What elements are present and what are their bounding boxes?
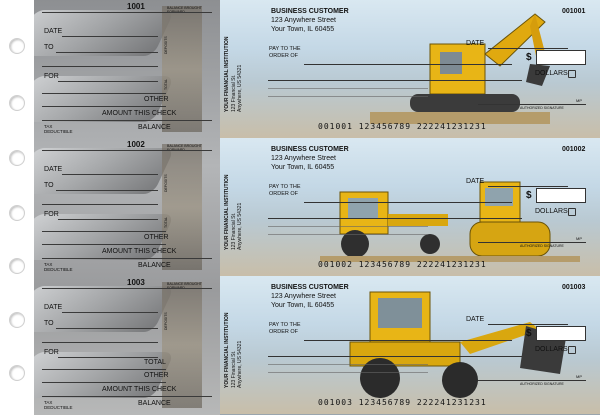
mp-label: MP xyxy=(576,374,582,379)
stub-for-label: FOR xyxy=(44,211,59,218)
amount-words-field[interactable] xyxy=(268,218,522,219)
rule xyxy=(42,66,158,67)
customer-street: 123 Anywhere Street xyxy=(271,155,336,162)
check-date-label: DATE xyxy=(466,178,485,185)
bank-name: YOUR FINANCIAL INSTITUTION xyxy=(224,174,230,250)
stub-tax-label: TAX DEDUCTIBLE xyxy=(44,400,73,410)
rule xyxy=(42,342,158,343)
stub-to-label: TO xyxy=(44,182,54,189)
payee-field[interactable] xyxy=(304,64,512,65)
stub-deposits-label: DEPOSITS xyxy=(164,312,168,330)
binder-hole xyxy=(9,205,25,221)
stub-total-label-2: TOTAL xyxy=(144,359,166,366)
stub-deposits-label: DEPOSITS xyxy=(164,174,168,192)
rule xyxy=(42,12,212,13)
mp-label: MP xyxy=(576,98,582,103)
amount-box[interactable] xyxy=(536,50,586,65)
stub-tax-label: TAX DEDUCTIBLE xyxy=(44,124,73,134)
binder-hole xyxy=(9,38,25,54)
rule xyxy=(42,288,212,289)
check-stub xyxy=(34,276,220,414)
rule xyxy=(42,396,212,397)
rule xyxy=(42,382,166,383)
balance-forward-label: BALANCE BROUGHT FORWARD xyxy=(167,6,202,14)
rule xyxy=(42,120,212,121)
stub-date-label: DATE xyxy=(44,166,63,173)
lock-icon xyxy=(568,70,576,78)
stub-balance-label: BALANCE xyxy=(138,262,171,269)
rule xyxy=(42,258,212,259)
for-line[interactable] xyxy=(58,81,158,82)
micr-line: 001001 123456789 222241231231 xyxy=(318,122,487,131)
stub-column xyxy=(34,0,220,415)
memo-grid-line xyxy=(268,364,428,365)
date-field[interactable] xyxy=(488,324,568,325)
dollars-label: DOLLARS xyxy=(535,70,568,77)
rule xyxy=(42,204,158,205)
binder-hole xyxy=(9,365,25,381)
stub-number: 1002 xyxy=(127,140,145,149)
bank-name: YOUR FINANCIAL INSTITUTION xyxy=(224,36,230,112)
check xyxy=(220,276,600,415)
stub-to-label: TO xyxy=(44,44,54,51)
check xyxy=(220,0,600,139)
stub-deposits-label: DEPOSITS xyxy=(164,36,168,54)
customer-name: BUSINESS CUSTOMER xyxy=(271,146,349,153)
check-stub xyxy=(34,0,220,138)
for-line[interactable] xyxy=(58,219,158,220)
signature-field[interactable] xyxy=(478,104,586,105)
stub-tax-label: TAX DEDUCTIBLE xyxy=(44,262,73,272)
stub-amount-label: AMOUNT THIS CHECK xyxy=(102,386,177,393)
amount-words-field[interactable] xyxy=(268,80,522,81)
date-field[interactable] xyxy=(488,48,568,49)
micr-line: 001002 123456789 222241231231 xyxy=(318,260,487,269)
lock-icon xyxy=(568,346,576,354)
rule xyxy=(42,231,166,232)
bank-city: Anywhere, US 54321 xyxy=(237,64,243,112)
bank-city: Anywhere, US 54321 xyxy=(237,202,243,250)
check-number: 001003 xyxy=(562,284,586,291)
customer-city: Your Town, IL 60455 xyxy=(271,302,335,309)
stub-number: 1003 xyxy=(127,278,145,287)
stub-to-label: TO xyxy=(44,320,54,327)
check xyxy=(220,138,600,277)
rule xyxy=(42,244,166,245)
stub-amount-label: AMOUNT THIS CHECK xyxy=(102,110,177,117)
memo-grid-line xyxy=(268,234,428,235)
mp-label: MP xyxy=(576,236,582,241)
memo-grid-line xyxy=(268,88,428,89)
stub-total-label: TOTAL xyxy=(164,79,168,90)
bank-block xyxy=(224,170,244,250)
customer-name: BUSINESS CUSTOMER xyxy=(271,284,349,291)
dollar-sign: $ xyxy=(526,190,532,201)
amount-words-field[interactable] xyxy=(268,356,522,357)
binder-hole xyxy=(9,258,25,274)
date-line[interactable] xyxy=(62,174,158,175)
stub-number: 1001 xyxy=(127,2,145,11)
stub-other-label: OTHER xyxy=(144,96,169,103)
bank-block xyxy=(224,32,244,112)
payee-field[interactable] xyxy=(304,340,512,341)
balance-forward-label: BALANCE BROUGHT FORWARD xyxy=(167,282,202,290)
signature-label: AUTHORIZED SIGNATURE xyxy=(520,382,564,386)
to-line[interactable] xyxy=(56,328,158,329)
binder-hole xyxy=(9,95,25,111)
check-date-label: DATE xyxy=(466,40,485,47)
stub-balance-label: BALANCE xyxy=(138,124,171,131)
payee-field[interactable] xyxy=(304,202,512,203)
memo-grid-line xyxy=(268,372,428,373)
check-number: 001001 xyxy=(562,8,586,15)
rule xyxy=(42,106,166,107)
pay-to-label: PAY TO THE ORDER OF xyxy=(269,322,301,335)
signature-field[interactable] xyxy=(478,242,586,243)
bank-address: 123 Financial St. xyxy=(231,212,237,250)
stub-other-label: OTHER xyxy=(144,234,169,241)
stub-other-label: OTHER xyxy=(144,372,169,379)
memo-grid-line xyxy=(268,226,428,227)
for-line[interactable] xyxy=(58,357,158,358)
pay-to-label: PAY TO THE ORDER OF xyxy=(269,184,301,197)
binder-hole xyxy=(9,312,25,328)
check-number: 001002 xyxy=(562,146,586,153)
stub-amount-label: AMOUNT THIS CHECK xyxy=(102,248,177,255)
customer-street: 123 Anywhere Street xyxy=(271,293,336,300)
customer-city: Your Town, IL 60455 xyxy=(271,164,335,171)
bank-block xyxy=(224,308,244,388)
stub-balance-label: BALANCE xyxy=(138,400,171,407)
customer-street: 123 Anywhere Street xyxy=(271,17,336,24)
amount-box[interactable] xyxy=(536,188,586,203)
bank-address: 123 Financial St. xyxy=(231,350,237,388)
dollar-sign: $ xyxy=(526,52,532,63)
to-line[interactable] xyxy=(56,52,158,53)
dollar-sign: $ xyxy=(526,328,532,339)
checks-column xyxy=(220,0,600,415)
micr-line: 001003 123456789 222241231231 xyxy=(318,398,487,407)
rule xyxy=(42,150,212,151)
binder-hole xyxy=(9,150,25,166)
customer-city: Your Town, IL 60455 xyxy=(271,26,335,33)
check-date-label: DATE xyxy=(466,316,485,323)
rule xyxy=(42,369,166,370)
dollars-label: DOLLARS xyxy=(535,346,568,353)
stub-date-label: DATE xyxy=(44,28,63,35)
bank-city: Anywhere, US 54321 xyxy=(237,340,243,388)
pay-to-label: PAY TO THE ORDER OF xyxy=(269,46,301,59)
binder-strip xyxy=(0,0,34,415)
to-line[interactable] xyxy=(56,190,158,191)
amount-box[interactable] xyxy=(536,326,586,341)
stub-date-label: DATE xyxy=(44,304,63,311)
memo-grid-line xyxy=(268,96,428,97)
lock-icon xyxy=(568,208,576,216)
date-field[interactable] xyxy=(488,186,568,187)
bank-name: YOUR FINANCIAL INSTITUTION xyxy=(224,312,230,388)
dollars-label: DOLLARS xyxy=(535,208,568,215)
stub-for-label: FOR xyxy=(44,73,59,80)
stub-for-label: FOR xyxy=(44,349,59,356)
signature-label: AUTHORIZED SIGNATURE xyxy=(520,244,564,248)
check-stub xyxy=(34,138,220,276)
date-line[interactable] xyxy=(62,312,158,313)
balance-forward-label: BALANCE BROUGHT FORWARD xyxy=(167,144,202,152)
customer-name: BUSINESS CUSTOMER xyxy=(271,8,349,15)
date-line[interactable] xyxy=(62,36,158,37)
signature-label: AUTHORIZED SIGNATURE xyxy=(520,106,564,110)
signature-field[interactable] xyxy=(478,380,586,381)
bank-address: 123 Financial St. xyxy=(231,74,237,112)
stub-total-label: TOTAL xyxy=(164,217,168,228)
rule xyxy=(42,93,166,94)
